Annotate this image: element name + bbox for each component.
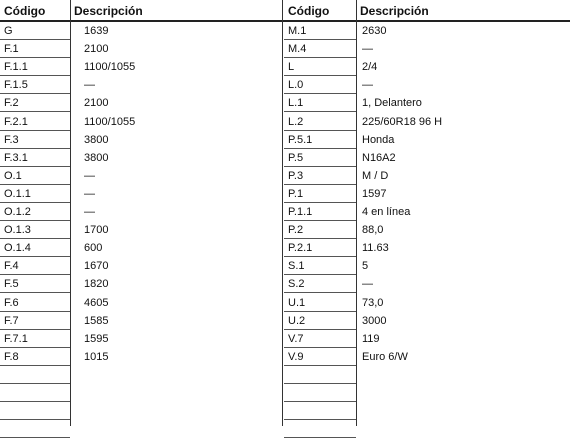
description-cell: 119 bbox=[362, 332, 380, 345]
description-cell: 88,0 bbox=[362, 224, 384, 237]
left-code-row bbox=[0, 185, 70, 203]
right-code-row bbox=[284, 40, 356, 58]
code-cell: G bbox=[4, 25, 13, 37]
left-code-row bbox=[0, 239, 70, 257]
right-code-row bbox=[284, 76, 356, 94]
right-code-row bbox=[284, 384, 356, 402]
left-code-row bbox=[0, 203, 70, 221]
left-code-table bbox=[0, 0, 284, 426]
code-cell: F.1.5 bbox=[4, 79, 28, 92]
code-cell: L.1 bbox=[288, 97, 304, 110]
description-cell: 2100 bbox=[84, 43, 109, 56]
right-code-row bbox=[284, 131, 356, 149]
right-code-row bbox=[284, 330, 356, 348]
right-code-row bbox=[284, 420, 356, 438]
code-cell: L.0 bbox=[288, 79, 304, 92]
code-cell: F.1.1 bbox=[4, 61, 28, 74]
description-cell: 1, Delantero bbox=[362, 97, 422, 110]
description-cell: — bbox=[84, 187, 95, 200]
description-cell: 2/4 bbox=[362, 61, 378, 74]
code-cell: M.4 bbox=[288, 43, 307, 56]
code-cell: S.2 bbox=[288, 278, 305, 291]
description-cell: Euro 6/W bbox=[362, 350, 408, 363]
left-description-header: Descripción bbox=[70, 0, 284, 22]
left-code-row bbox=[0, 402, 70, 420]
description-cell: 5 bbox=[362, 260, 369, 273]
description-cell: — bbox=[362, 43, 373, 56]
left-code-row bbox=[0, 312, 70, 330]
code-cell: P.5.1 bbox=[288, 133, 313, 146]
code-cell: L.2 bbox=[288, 115, 304, 128]
center-divider bbox=[282, 0, 283, 426]
left-code-row bbox=[0, 366, 70, 384]
code-cell: V.7 bbox=[288, 332, 304, 345]
left-code-row bbox=[0, 22, 70, 40]
code-cell: F.7.1 bbox=[4, 332, 28, 345]
left-code-row bbox=[0, 257, 70, 275]
description-cell: 1100/1055 bbox=[84, 115, 136, 128]
description-cell: 2100 bbox=[84, 97, 109, 110]
right-code-row bbox=[284, 348, 356, 366]
code-cell: F.5 bbox=[4, 278, 19, 291]
left-description-column bbox=[70, 22, 284, 426]
left-code-row bbox=[0, 275, 70, 293]
description-cell: 1639 bbox=[84, 25, 109, 37]
left-code-row bbox=[0, 384, 70, 402]
right-description-header: Descripción bbox=[356, 0, 570, 22]
right-code-row bbox=[284, 275, 356, 293]
code-cell: P.1 bbox=[288, 187, 304, 200]
description-cell: 3800 bbox=[84, 133, 109, 146]
code-cell: M.1 bbox=[288, 25, 307, 37]
code-cell: O.1.2 bbox=[4, 206, 31, 218]
description-cell: M / D bbox=[362, 169, 389, 182]
right-code-row bbox=[284, 312, 356, 330]
description-cell: 1015 bbox=[84, 350, 109, 363]
left-code-row bbox=[0, 294, 70, 312]
right-code-row bbox=[284, 221, 356, 239]
right-code-column bbox=[284, 22, 356, 426]
code-cell: F.6 bbox=[4, 296, 19, 309]
description-cell: — bbox=[84, 79, 95, 92]
code-cell: P.1.1 bbox=[288, 206, 313, 218]
right-code-row bbox=[284, 185, 356, 203]
code-cell: F.1 bbox=[4, 43, 19, 56]
left-code-row bbox=[0, 58, 70, 76]
code-cell: F.3 bbox=[4, 133, 19, 146]
code-cell: S.1 bbox=[288, 260, 305, 273]
description-cell: 1595 bbox=[84, 332, 109, 345]
description-cell: 1100/1055 bbox=[84, 61, 136, 74]
code-cell: O.1.4 bbox=[4, 242, 31, 255]
description-cell: 225/60R18 96 H bbox=[362, 115, 443, 128]
left-code-row bbox=[0, 330, 70, 348]
left-code-row bbox=[0, 348, 70, 366]
right-code-row bbox=[284, 22, 356, 40]
left-code-header: Código bbox=[0, 0, 70, 22]
left-code-row bbox=[0, 221, 70, 239]
code-cell: V.9 bbox=[288, 350, 304, 363]
description-cell: 3000 bbox=[362, 314, 387, 327]
left-code-row bbox=[0, 149, 70, 167]
code-cell: F.3.1 bbox=[4, 151, 28, 164]
description-cell: 1670 bbox=[84, 260, 109, 273]
code-cell: O.1 bbox=[4, 169, 22, 182]
code-cell: L bbox=[288, 61, 295, 74]
description-cell: — bbox=[362, 79, 373, 92]
code-cell: P.2 bbox=[288, 224, 304, 237]
left-code-row bbox=[0, 113, 70, 131]
description-cell: N16A2 bbox=[362, 151, 396, 164]
right-code-row bbox=[284, 294, 356, 312]
left-code-row bbox=[0, 94, 70, 112]
left-code-row bbox=[0, 76, 70, 94]
code-cell: U.1 bbox=[288, 296, 306, 309]
description-cell: — bbox=[362, 278, 373, 291]
code-cell: O.1.3 bbox=[4, 224, 31, 237]
right-code-row bbox=[284, 257, 356, 275]
code-cell: F.4 bbox=[4, 260, 19, 273]
description-cell: 600 bbox=[84, 242, 103, 255]
left-code-row bbox=[0, 167, 70, 185]
left-column-divider bbox=[70, 0, 71, 426]
code-cell: F.2 bbox=[4, 97, 19, 110]
right-description-column bbox=[356, 22, 570, 426]
description-cell: 73,0 bbox=[362, 296, 384, 309]
description-cell: 1700 bbox=[84, 224, 109, 237]
left-code-column bbox=[0, 22, 70, 426]
code-cell: U.2 bbox=[288, 314, 306, 327]
description-cell: 1585 bbox=[84, 314, 109, 327]
description-cell: — bbox=[84, 169, 95, 182]
description-cell: 4 en línea bbox=[362, 206, 411, 218]
right-code-table bbox=[284, 0, 570, 426]
description-cell: 1820 bbox=[84, 278, 109, 291]
right-code-header: Código bbox=[284, 0, 356, 22]
description-cell: Honda bbox=[362, 133, 395, 146]
description-cell: 2630 bbox=[362, 25, 387, 37]
code-cell: P.3 bbox=[288, 169, 304, 182]
left-code-row bbox=[0, 420, 70, 438]
left-code-row bbox=[0, 131, 70, 149]
right-code-row bbox=[284, 203, 356, 221]
code-cell: O.1.1 bbox=[4, 187, 31, 200]
code-cell: F.2.1 bbox=[4, 115, 28, 128]
code-cell: F.8 bbox=[4, 350, 19, 363]
right-code-row bbox=[284, 58, 356, 76]
description-cell: 3800 bbox=[84, 151, 109, 164]
right-code-row bbox=[284, 402, 356, 420]
description-cell: 4605 bbox=[84, 296, 109, 309]
code-cell: F.7 bbox=[4, 314, 19, 327]
right-column-divider bbox=[356, 0, 357, 426]
description-cell: 1597 bbox=[362, 187, 387, 200]
right-code-row bbox=[284, 113, 356, 131]
code-cell: P.2.1 bbox=[288, 242, 313, 255]
right-code-row bbox=[284, 167, 356, 185]
right-code-row bbox=[284, 239, 356, 257]
code-cell: P.5 bbox=[288, 151, 304, 164]
left-code-row bbox=[0, 40, 70, 58]
right-code-row bbox=[284, 149, 356, 167]
right-code-row bbox=[284, 366, 356, 384]
right-code-row bbox=[284, 94, 356, 112]
description-cell: 11.63 bbox=[362, 242, 389, 255]
description-cell: — bbox=[84, 206, 95, 218]
